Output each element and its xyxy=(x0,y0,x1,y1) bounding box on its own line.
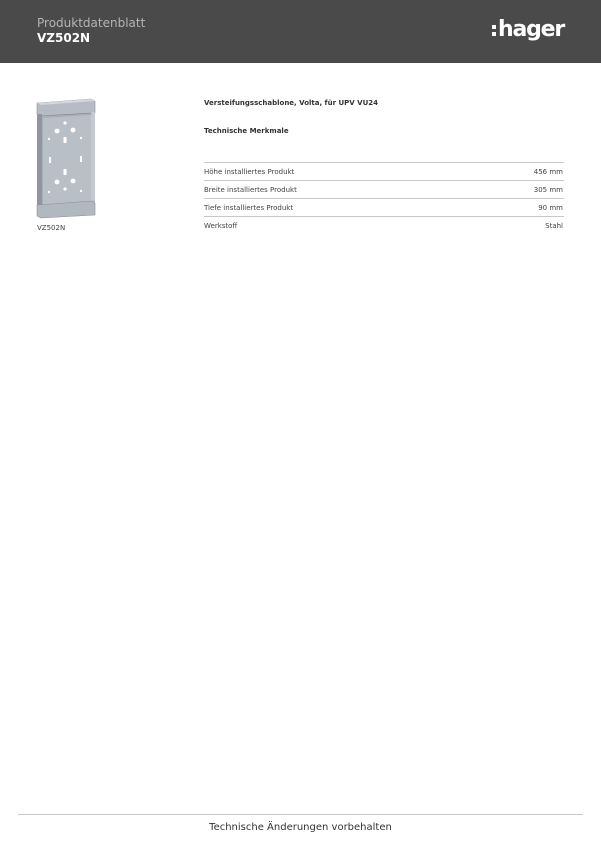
spec-value: 90 mm xyxy=(538,203,563,212)
spec-label: Tiefe installiertes Produkt xyxy=(204,203,294,212)
spec-value: 456 mm xyxy=(533,167,563,176)
logo-dots-icon xyxy=(492,25,496,36)
table-row xyxy=(204,181,564,199)
document-type: Produktdatenblatt xyxy=(37,16,146,30)
section-title: Technische Merkmale xyxy=(204,127,289,135)
hager-logo xyxy=(492,16,564,44)
image-caption: VZ502N xyxy=(37,224,66,232)
spec-value: 305 mm xyxy=(533,185,563,194)
page-header xyxy=(0,0,601,63)
spec-label: Höhe installiertes Produkt xyxy=(204,167,295,176)
table-row xyxy=(204,199,564,217)
product-image xyxy=(35,97,97,220)
footer-divider xyxy=(18,814,583,815)
table-row xyxy=(204,217,564,234)
spec-label: Breite installiertes Produkt xyxy=(204,185,297,194)
spec-label: Werkstoff xyxy=(204,221,238,230)
product-title: Versteifungsschablone, Volta, für UPV VU24 xyxy=(204,99,378,107)
spec-table xyxy=(204,162,564,234)
product-code: VZ502N xyxy=(37,31,91,45)
logo-text: hager xyxy=(498,17,565,42)
table-row xyxy=(204,163,564,181)
footer-note: Technische Änderungen vorbehalten xyxy=(209,822,392,833)
spec-value: Stahl xyxy=(545,221,563,230)
